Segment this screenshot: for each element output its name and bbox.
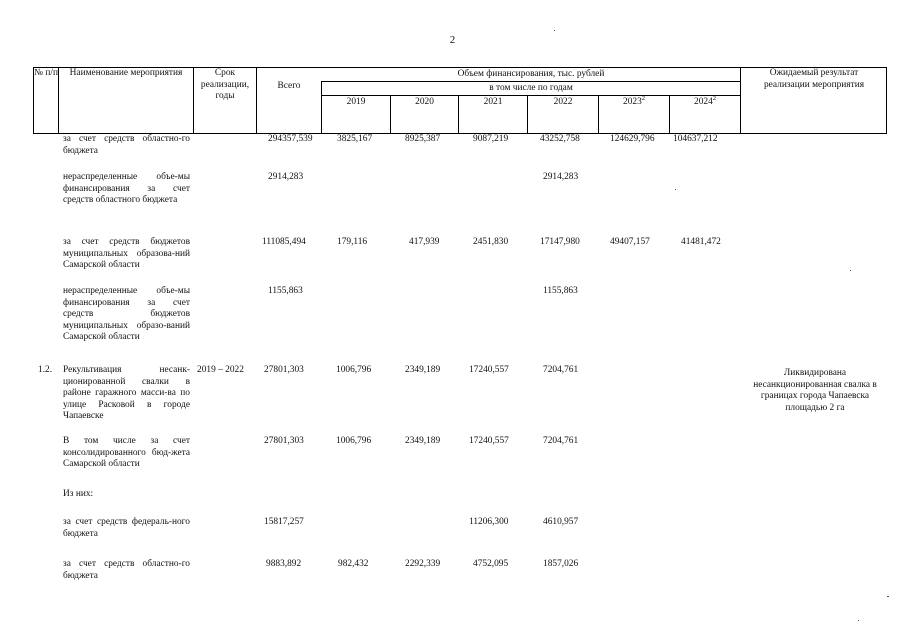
header-name: Наименование мероприятия xyxy=(69,68,183,78)
scan-speck xyxy=(554,30,555,31)
row-2024: 104637,212 xyxy=(673,134,718,144)
row-2021: 11206,300 xyxy=(469,517,509,527)
row-name: Рекультивация несанк-ционированной свалки в районе гаражного масси-ва по улице Расковой в городе Чапаевске xyxy=(63,365,190,422)
row-2024: 41481,472 xyxy=(681,237,721,247)
row-2023: 49407,157 xyxy=(610,237,650,247)
row-total: 111085,494 xyxy=(262,237,306,247)
scan-speck xyxy=(675,189,676,190)
row-2020: 2349,189 xyxy=(405,365,441,375)
row-2022: 1857,026 xyxy=(543,559,579,569)
row-name: нераспределенные объе-мы финансирования за счет средств бюджетов муниципальных образо-ваний Самарской области xyxy=(63,286,190,343)
row-2020: 8925,387 xyxy=(405,134,441,144)
row-number: 1.2. xyxy=(38,365,53,375)
row-total: 1155,863 xyxy=(268,286,303,296)
row-2019: 982,432 xyxy=(338,559,369,569)
row-2021: 4752,095 xyxy=(473,559,509,569)
row-total: 294357,539 xyxy=(268,134,313,144)
row-2019: 179,116 xyxy=(337,237,368,247)
row-2022: 43252,758 xyxy=(540,134,580,144)
row-name: за счет средств областно-го бюджета xyxy=(63,134,190,156)
row-2019: 1006,796 xyxy=(336,436,372,446)
row-2022: 7204,761 xyxy=(543,365,579,375)
row-total: 9883,892 xyxy=(266,559,302,569)
header-year-2019: 2019 xyxy=(346,97,366,107)
row-2019: 3825,167 xyxy=(337,134,373,144)
row-total: 27801,303 xyxy=(264,436,304,446)
row-name: Из них: xyxy=(63,489,94,499)
row-2021: 17240,557 xyxy=(469,365,509,375)
row-2023: 124629,796 xyxy=(610,134,655,144)
row-2022: 4610,957 xyxy=(543,517,579,527)
header-col-border xyxy=(886,67,887,134)
row-2021: 2451,830 xyxy=(473,237,509,247)
scan-speck xyxy=(887,596,889,597)
header-year-2021: 2021 xyxy=(483,97,503,107)
row-2021: 9087,219 xyxy=(473,134,509,144)
row-total: 27801,303 xyxy=(264,365,304,375)
row-name: В том числе за счет консолидированного бюд-жета Самарской области xyxy=(63,436,190,470)
header-volume: Объем финансирования, тыс. рублей xyxy=(457,69,605,79)
row-2022: 2914,283 xyxy=(543,172,579,182)
header-year-2024: 2024$^2$ xyxy=(694,94,716,107)
scan-speck xyxy=(850,270,851,271)
row-2020: 2349,189 xyxy=(405,436,441,446)
row-2022: 7204,761 xyxy=(543,436,579,446)
row-term: 2019 – 2022 xyxy=(197,365,244,375)
row-2022: 17147,980 xyxy=(540,237,580,247)
header-number: № п/п xyxy=(34,68,58,78)
header-col-border xyxy=(193,67,194,134)
row-name: за счет средств областно-го бюджета xyxy=(63,559,190,581)
row-2021: 17240,557 xyxy=(469,436,509,446)
header-result: Ожидаемый результат реализации мероприятия xyxy=(763,68,865,90)
row-2020: 417,939 xyxy=(409,237,440,247)
header-col-border xyxy=(256,67,257,134)
row-2020: 2292,339 xyxy=(405,559,441,569)
row-name: нераспределенные объе-мы финансирования за счет средств областного бюджета xyxy=(63,172,190,206)
header-col-border xyxy=(740,67,741,134)
header-volume-divider xyxy=(321,81,740,82)
scan-speck xyxy=(858,620,859,621)
row-total: 2914,283 xyxy=(268,172,304,182)
header-year-2023: 2023$^2$ xyxy=(623,94,645,107)
header-col-border xyxy=(58,67,59,134)
header-year-2020: 2020 xyxy=(415,97,434,107)
header-year-2022: 2022 xyxy=(553,97,573,107)
header-total: Всего xyxy=(277,81,301,91)
header-by-years: в том числе по годам xyxy=(489,83,573,93)
page-number: 2 xyxy=(449,34,456,46)
row-name: за счет средств бюджетов муниципальных образова-ний Самарской области xyxy=(63,237,190,271)
row-name: за счет средств федераль-ного бюджета xyxy=(63,517,190,539)
row-result: Ликвидирована несанкционированная свалка в границах города Чапаевска площадью 2 га xyxy=(753,368,877,413)
row-2022: 1155,863 xyxy=(543,286,578,296)
row-total: 15817,257 xyxy=(264,517,304,527)
header-years-divider xyxy=(321,95,740,96)
row-2019: 1006,796 xyxy=(336,365,372,375)
header-term: Срок реализации, годы xyxy=(200,68,250,102)
